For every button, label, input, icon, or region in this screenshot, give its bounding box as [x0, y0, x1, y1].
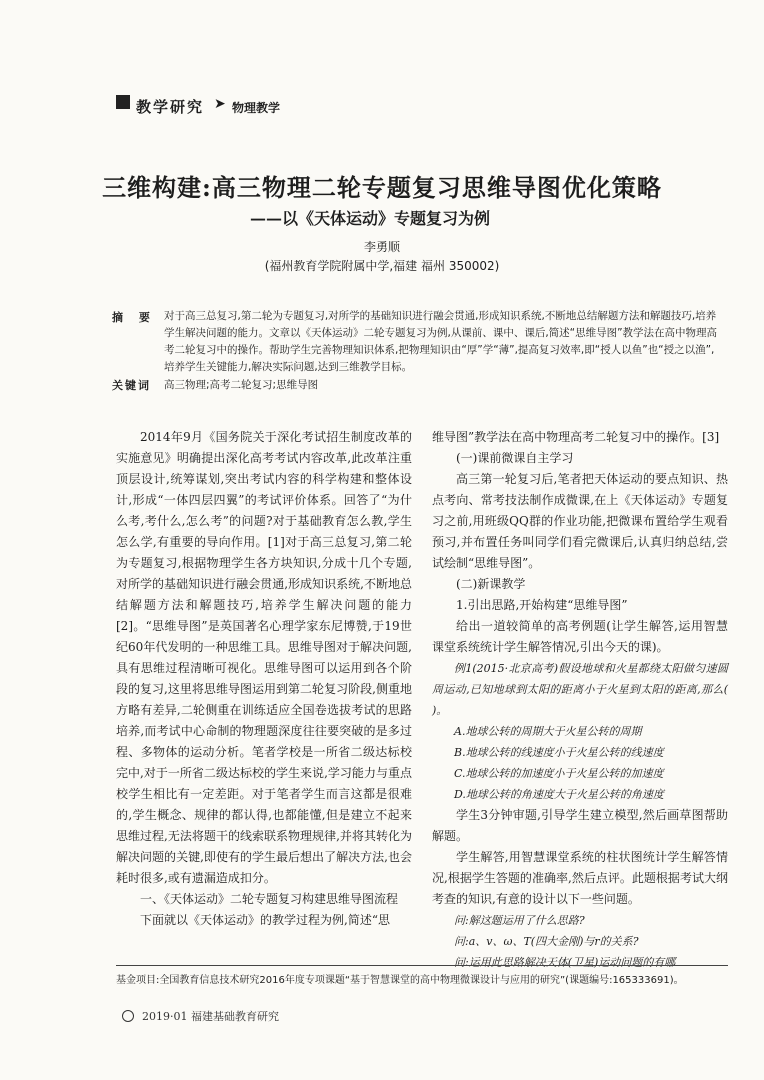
abstract-label: 摘 要	[112, 311, 156, 324]
keywords-label: 关键词	[112, 379, 151, 392]
option-c: C.地球公转的加速度小于火星公转的加速度	[454, 767, 664, 780]
paragraph: 给出一道较简单的高考例题(让学生解答,运用智慧课堂系统统计学生解答情况,引出今天的课)。	[432, 619, 728, 654]
question-item: 问:a、v、ω、T(四大金刚)与r的关系?	[454, 935, 639, 948]
question-item: 问:解这题运用了什么思路?	[454, 914, 585, 927]
subsection-label: 物理教学	[232, 101, 281, 115]
page-number-icon	[122, 1010, 134, 1022]
body-column-right	[432, 427, 728, 973]
paragraph: 2014年9月《国务院关于深化考试招生制度改革的实施意见》明确提出深化高考考试内容改革,此改革注重顶层设计,统筹谋划,突出考试内容的科学构建和整体设计,形成“一体四层四翼”的考试评价体系。回答了“为什么考,考什么,怎么考”的问题?对于基础教育怎么教,学生怎么学,有重要的导向作用。[1]对于高三总复习,第二轮为专题复习,根据物理学生各方块知识,分成十几个专题,对所学的基础知识进行融会贯通,形成知识系统,不断地总结解题方法和解题技巧,培养学生解决问题的能力[2]。“思维导图”是英国著名心理学家东尼博赞,于19世纪60年代发明的一种思维工具。思维导图对于解决问题,具有思维过程清晰可视化。思维导图可以运用到各个阶段的复习,这里将思维导图运用到第二轮复习阶段,侧重地方略有差异,二轮侧重在训练适应全国卷选拔考试的思路培养,而考试中心命制的物理题深度往往要突破的是多过程、多物体的运动分析。笔者学校是一所省二级达标校完中,对于一所省二级达标校的学生来说,学习能力与重点校学生相比有一定差距。对于笔者学生而言这都是很难的,学生概念、规律的都认得,也都能懂,但是建立不起来思维过程,无法将题干的线索联系物理规律,并将其转化为解决问题的关键,即使有的学生最后想出了解决方法,也会耗时很多,或有遗漏造成扣分。	[116, 430, 412, 885]
keywords-text: 高三物理;高考二轮复习;思维导图	[164, 379, 319, 391]
subsection-heading: (二)新课教学	[456, 577, 526, 591]
footnote-divider	[116, 965, 728, 966]
footnote-funding: 基金项目:全国教育信息技术研究2016年度专项课题“基于智慧课堂的高中物理微课设计与应用的研究”(课题编号:165333691)。	[116, 975, 684, 986]
option-a: A.地球公转的周期大于火星公转的周期	[454, 725, 642, 738]
section-label: 教学研究	[136, 98, 205, 116]
subsection-heading: (一)课前微课自主学习	[456, 451, 574, 465]
arrow-icon: ➤	[214, 96, 226, 112]
option-d: D.地球公转的角速度大于火星公转的角速度	[454, 788, 664, 801]
paragraph: 维导图”教学法在高中物理高考二轮复习中的操作。[3]	[432, 430, 720, 444]
step-heading: 1.引出思路,开始构建“思维导图”	[456, 598, 628, 612]
paragraph: 下面就以《天体运动》的教学过程为例,简述“思	[140, 913, 390, 927]
option-b: B.地球公转的线速度小于火星公转的线速度	[454, 746, 664, 759]
abstract-text: 对于高三总复习,第二轮为专题复习,对所学的基础知识进行融会贯通,形成知识系统,不断地总结解题方法和解题技巧,培养学生解决问题的能力。文章以《天体运动》二轮专题复习为例,从课前、课中、课后,简述“思维导图”教学法在高中物理高考二轮复习中的操作。帮助学生完善物理知识体系,把物理知识由“厚”学“薄”,提高复习效率,即“授人以鱼”也“授之以渔”,培养学生关键能力,解决实际问题,达到三维教学目标。	[164, 310, 718, 373]
article-subtitle: ——以《天体运动》专题复习为例	[250, 209, 491, 228]
header-square-icon	[116, 95, 130, 109]
question-item: 问:运用此思路解决天体(卫星)运动问题的有哪	[454, 956, 676, 969]
paragraph: 学生解答,用智慧课堂系统的柱状图统计学生解答情况,根据学生答题的准确率,然后点评。此题根据考试大纲考查的知识,有意的设计以下一些问题。	[432, 850, 728, 906]
example-question: 例1(2015·北京高考)假设地球和火星都绕太阳做匀速圆周运动,已知地球到太阳的距离小于火星到太阳的距离,那么( )。	[432, 662, 728, 717]
author-name: 李勇顺	[363, 240, 400, 254]
article-title: 三维构建:高三物理二轮专题复习思维导图优化策略	[102, 173, 662, 202]
body-column-left	[116, 427, 412, 931]
journal-footer: 2019·01 福建基础教育研究	[142, 1010, 279, 1023]
paragraph: 高三第一轮复习后,笔者把天体运动的要点知识、热点考向、常考技法制作成微课,在上《天体运动》专题复习之前,用班级QQ群的作业功能,把微课布置给学生观看预习,并布置任务叫同学们看完微课后,认真归纳总结,尝试绘制“思维导图”。	[432, 472, 728, 570]
author-affiliation: (福州教育学院附属中学,福建 福州 350002)	[264, 259, 500, 273]
section-heading: 一、《天体运动》二轮专题复习构建思维导图流程	[140, 892, 399, 906]
paragraph: 学生3分钟审题,引导学生建立模型,然后画草图帮助解题。	[432, 808, 728, 843]
